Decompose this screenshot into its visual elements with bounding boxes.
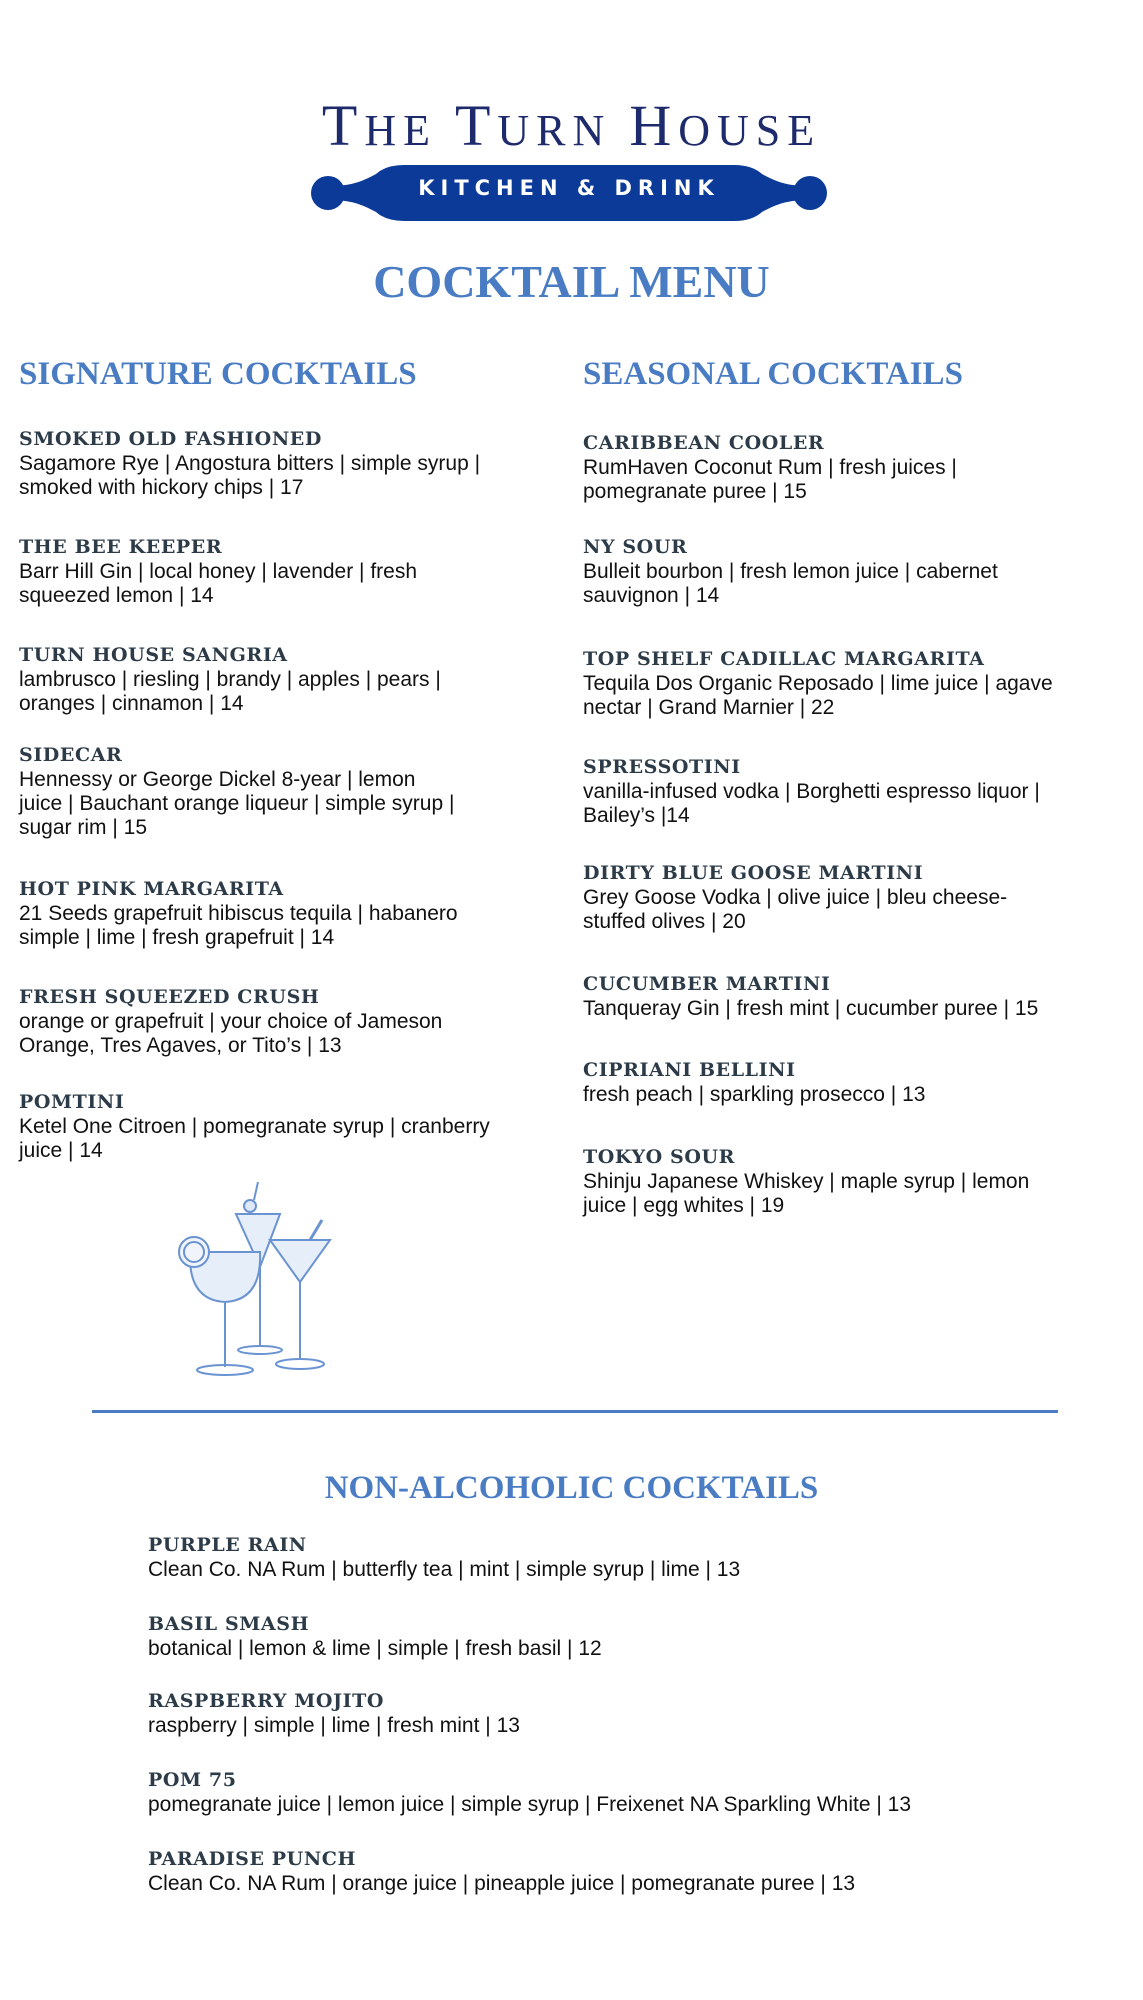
section-divider bbox=[92, 1410, 1058, 1413]
brand-letter: T bbox=[454, 93, 498, 158]
item-name: DIRTY BLUE GOOSE MARTINI bbox=[583, 862, 924, 884]
item-description-line: nectar | Grand Marnier | 22 bbox=[583, 696, 835, 719]
item-description-line: simple | lime | fresh grapefruit | 14 bbox=[19, 926, 335, 949]
item-name: TOP SHELF CADILLAC MARGARITA bbox=[583, 648, 985, 670]
item-description-line: stuffed olives | 20 bbox=[583, 910, 746, 933]
item-description-line: Orange, Tres Agaves, or Tito’s | 13 bbox=[19, 1034, 342, 1057]
item-description-line: Sagamore Rye | Angostura bitters | simple syrup | bbox=[19, 452, 481, 475]
menu-item bbox=[148, 1767, 912, 1817]
menu-item bbox=[19, 642, 579, 716]
item-name: POMTINI bbox=[19, 1091, 125, 1113]
item-description-line: Shinju Japanese Whiskey | maple syrup | lemon bbox=[583, 1170, 1030, 1193]
item-description-line: orange or grapefruit | your choice of Jameson bbox=[19, 1010, 443, 1033]
brand-name bbox=[0, 92, 1143, 159]
menu-item bbox=[583, 534, 1143, 608]
item-name: SIDECAR bbox=[19, 744, 123, 766]
item-name: POM 75 bbox=[148, 1769, 237, 1791]
item-description-line: pomegranate juice | lemon juice | simple syrup | Freixenet NA Sparkling White | 13 bbox=[148, 1793, 912, 1816]
page-title: COCKTAIL MENU bbox=[373, 256, 770, 307]
menu-item bbox=[583, 646, 1143, 720]
brand-letter: T bbox=[321, 93, 365, 158]
item-description-line: raspberry | simple | lime | fresh mint | 13 bbox=[148, 1714, 520, 1737]
item-name: RASPBERRY MOJITO bbox=[148, 1690, 385, 1712]
item-name: HOT PINK MARGARITA bbox=[19, 878, 284, 900]
item-description-line: lambrusco | riesling | brandy | apples | pears | bbox=[19, 668, 441, 691]
item-name: TOKYO SOUR bbox=[583, 1146, 736, 1168]
item-description-line: botanical | lemon & lime | simple | fresh basil | 12 bbox=[148, 1637, 602, 1660]
item-description-line: sugar rim | 15 bbox=[19, 816, 147, 839]
item-description-line: Bailey’s |14 bbox=[583, 804, 690, 827]
menu-item bbox=[583, 1144, 1143, 1218]
item-description-line: juice | egg whites | 19 bbox=[583, 1194, 785, 1217]
menu-item bbox=[148, 1846, 856, 1896]
item-description-line: Bulleit bourbon | fresh lemon juice | cabernet bbox=[583, 560, 998, 583]
cocktail-glasses-icon bbox=[170, 1182, 360, 1377]
item-description-line: Barr Hill Gin | local honey | lavender | fresh bbox=[19, 560, 418, 583]
menu-item bbox=[19, 742, 579, 840]
brand-letter: H bbox=[629, 93, 679, 158]
item-name: CARIBBEAN COOLER bbox=[583, 432, 825, 454]
item-name: BASIL SMASH bbox=[148, 1613, 310, 1635]
menu-item bbox=[19, 426, 579, 500]
item-description-line: 21 Seeds grapefruit hibiscus tequila | habanero bbox=[19, 902, 458, 925]
item-description-line: vanilla-infused vodka | Borghetti espresso liquor | bbox=[583, 780, 1040, 803]
menu-item bbox=[148, 1611, 708, 1661]
item-name: SPRESSOTINI bbox=[583, 756, 741, 778]
item-description-line: RumHaven Coconut Rum | fresh juices | bbox=[583, 456, 957, 479]
brand-letter: OUSE bbox=[678, 106, 822, 155]
brand-tagline: KITCHEN & DRINK bbox=[418, 176, 720, 200]
item-name: CUCUMBER MARTINI bbox=[583, 973, 831, 995]
item-description-line: Ketel One Citroen | pomegranate syrup | cranberry bbox=[19, 1115, 490, 1138]
item-description-line: smoked with hickory chips | 17 bbox=[19, 476, 304, 499]
item-description-line: Hennessy or George Dickel 8-year | lemon bbox=[19, 768, 416, 791]
item-name: CIPRIANI BELLINI bbox=[583, 1059, 796, 1081]
menu-item bbox=[148, 1532, 741, 1582]
item-description-line: Clean Co. NA Rum | orange juice | pineapple juice | pomegranate puree | 13 bbox=[148, 1872, 856, 1895]
item-description-line: oranges | cinnamon | 14 bbox=[19, 692, 244, 715]
menu-item bbox=[583, 430, 1143, 504]
menu-item bbox=[583, 754, 1143, 828]
item-description-line: Tanqueray Gin | fresh mint | cucumber puree | 15 bbox=[583, 997, 1039, 1020]
section-title-signature: SIGNATURE COCKTAILS bbox=[19, 356, 417, 392]
item-description-line: Clean Co. NA Rum | butterfly tea | mint | simple syrup | lime | 13 bbox=[148, 1558, 741, 1581]
item-description-line: Tequila Dos Organic Reposado | lime juice | agave bbox=[583, 672, 1053, 695]
brand-letter: URN bbox=[497, 106, 630, 155]
menu-item bbox=[19, 876, 579, 950]
menu-item bbox=[19, 1089, 579, 1163]
menu-item bbox=[583, 860, 1143, 934]
section-title-seasonal: SEASONAL COCKTAILS bbox=[583, 356, 963, 392]
item-description-line: sauvignon | 14 bbox=[583, 584, 720, 607]
item-description-line: juice | Bauchant orange liqueur | simple syrup | bbox=[19, 792, 455, 815]
item-description-line: pomegranate puree | 15 bbox=[583, 480, 807, 503]
item-name: TURN HOUSE SANGRIA bbox=[19, 644, 288, 666]
menu-item bbox=[19, 984, 579, 1058]
item-description-line: juice | 14 bbox=[19, 1139, 103, 1162]
section-title-non-alcoholic: NON-ALCOHOLIC COCKTAILS bbox=[324, 1470, 819, 1506]
menu-item bbox=[583, 971, 1143, 1021]
item-name: PARADISE PUNCH bbox=[148, 1848, 357, 1870]
menu-item bbox=[148, 1688, 708, 1738]
item-description-line: fresh peach | sparkling prosecco | 13 bbox=[583, 1083, 926, 1106]
item-description-line: squeezed lemon | 14 bbox=[19, 584, 214, 607]
brand-letter: HE bbox=[364, 106, 455, 155]
item-name: PURPLE RAIN bbox=[148, 1534, 307, 1556]
item-description-line: Grey Goose Vodka | olive juice | bleu cheese- bbox=[583, 886, 1008, 909]
item-name: SMOKED OLD FASHIONED bbox=[19, 428, 322, 450]
item-name: FRESH SQUEEZED CRUSH bbox=[19, 986, 320, 1008]
item-name: NY SOUR bbox=[583, 536, 688, 558]
item-name: THE BEE KEEPER bbox=[19, 536, 223, 558]
menu-item bbox=[19, 534, 579, 608]
menu-item bbox=[583, 1057, 1143, 1107]
